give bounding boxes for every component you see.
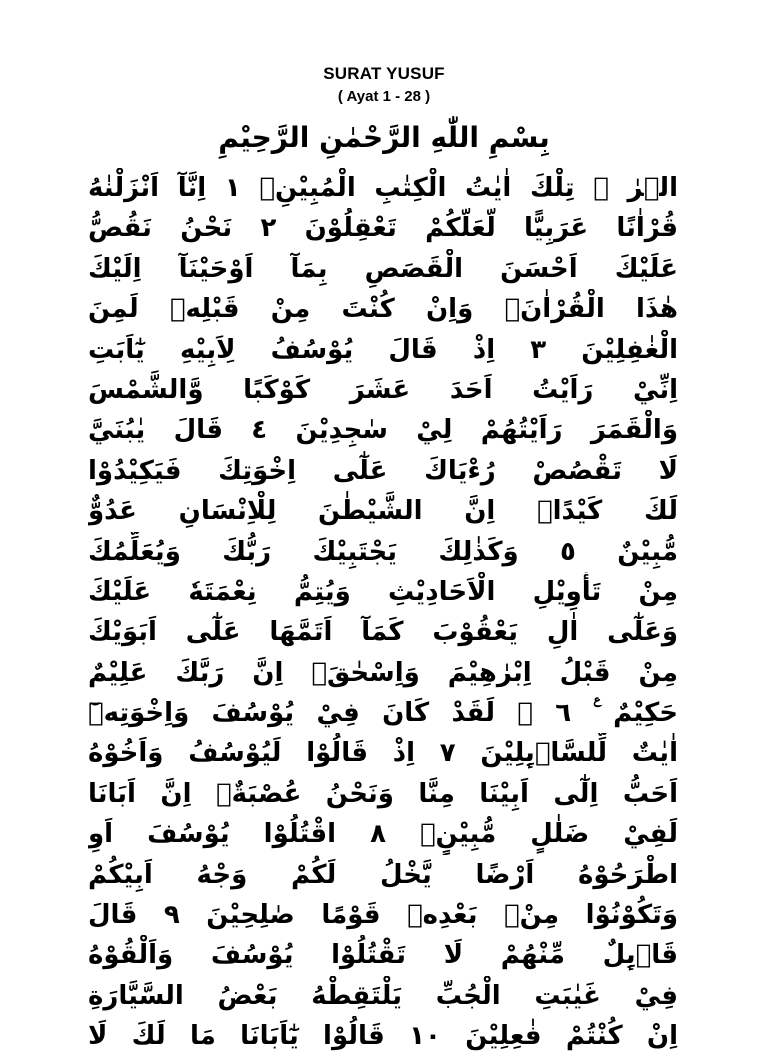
document-title: SURAT YUSUF [323,64,445,83]
verse-line: حَكِيْمٌ ࣖ ٦ ۞ لَقَدْ كَانَ فِيْ يُوْسُفَ وَاِخْوَتِهٖٓ [88,698,678,729]
verse-line: مِنْ قَبْلُ اِبْرٰهِيْمَ وَاِسْحٰقَۗ اِنَّ رَبَّكَ عَلِيْمٌ [88,657,678,688]
verse-line: اِنِّيْ رَاَيْتُ اَحَدَ عَشَرَ كَوْكَبًا وَّالشَّمْسَ [88,374,678,405]
verse-line: الْغٰفِلِيْنَ ٣ اِذْ قَالَ يُوْسُفُ لِاَبِيْهِ يٰٓاَبَتِ [88,334,678,365]
verse-line: وَتَكُوْنُوْا مِنْۢ بَعْدِهٖ قَوْمًا صٰلِحِيْنَ ٩ قَالَ [88,900,678,931]
quran-verses-text [88,168,678,1057]
verse-line: اِنْ كُنْتُمْ فٰعِلِيْنَ ١٠ قَالُوْا يٰٓاَبَانَا مَا لَكَ لَا [88,1021,678,1052]
verse-line: هٰذَا الْقُرْاٰنَۖ وَاِنْ كُنْتَ مِنْ قَبْلِهٖ لَمِنَ [88,294,678,325]
verse-line: قَاۤىِٕلٌ مِّنْهُمْ لَا تَقْتُلُوْا يُوْسُفَ وَاَلْقُوْهُ [88,940,678,971]
verse-line: مُّبِيْنٌ ٥ وَكَذٰلِكَ يَجْتَبِيْكَ رَبُّكَ وَيُعَلِّمُكَ [88,536,678,567]
verse-line: قُرْاٰنًا عَرَبِيًّا لَّعَلَّكُمْ تَعْقِلُوْنَ ٢ نَحْنُ نَقُصُّ [88,213,678,244]
verse-line: لَكَ كَيْدًاۗ اِنَّ الشَّيْطٰنَ لِلْاِنْسَانِ عَدُوٌّ [88,496,678,527]
verse-line: الۤرٰ ۗ تِلْكَ اٰيٰتُ الْكِتٰبِ الْمُبِيْنِۗ ١ اِنَّآ اَنْزَلْنٰهُ [88,173,678,203]
verse-line: اطْرَحُوْهُ اَرْضًا يَّخْلُ لَكُمْ وَجْهُ اَبِيْكُمْ [88,859,678,890]
verse-line: عَلَيْكَ اَحْسَنَ الْقَصَصِ بِمَآ اَوْحَيْنَآ اِلَيْكَ [88,253,678,284]
verse-line: فِيْ غَيٰبَتِ الْجُبِّ يَلْتَقِطْهُ بَعْضُ السَّيَّارَةِ [88,980,678,1011]
basmala: بِسْمِ اللّٰهِ الرَّحْمٰنِ الرَّحِيْمِ [218,121,550,154]
verse-line: اَحَبُّ اِلٰٓى اَبِيْنَا مِنَّا وَنَحْنُ عُصْبَةٌۗ اِنَّ اَبَانَا [88,778,678,809]
document-header [0,62,768,108]
verse-line: وَالْقَمَرَ رَاَيْتُهُمْ لِيْ سٰجِدِيْنَ ٤ قَالَ يٰبُنَيَّ [88,415,678,446]
verse-range-subtitle: ( Ayat 1 - 28 ) [337,88,431,105]
verse-line: مِنْ تَأْوِيْلِ الْاَحَادِيْثِ وَيُتِمُّ نِعْمَتَهٗ عَلَيْكَ [88,576,678,607]
verse-line: لَفِيْ ضَلٰلٍ مُّبِيْنٍۙ ٨ اقْتُلُوْا يُوْسُفَ اَوِ [88,819,678,850]
verse-line: وَعَلٰٓى اٰلِ يَعْقُوْبَ كَمَآ اَتَمَّهَا عَلٰٓى اَبَوَيْكَ [88,617,678,648]
verse-line: اٰيٰتٌ لِّلسَّاۤىِٕلِيْنَ ٧ اِذْ قَالُوْا لَيُوْسُفُ وَاَخُوْهُ [88,738,678,769]
verse-line: لَا تَقْصُصْ رُءْيَاكَ عَلٰٓى اِخْوَتِكَ فَيَكِيْدُوْا [88,455,678,486]
